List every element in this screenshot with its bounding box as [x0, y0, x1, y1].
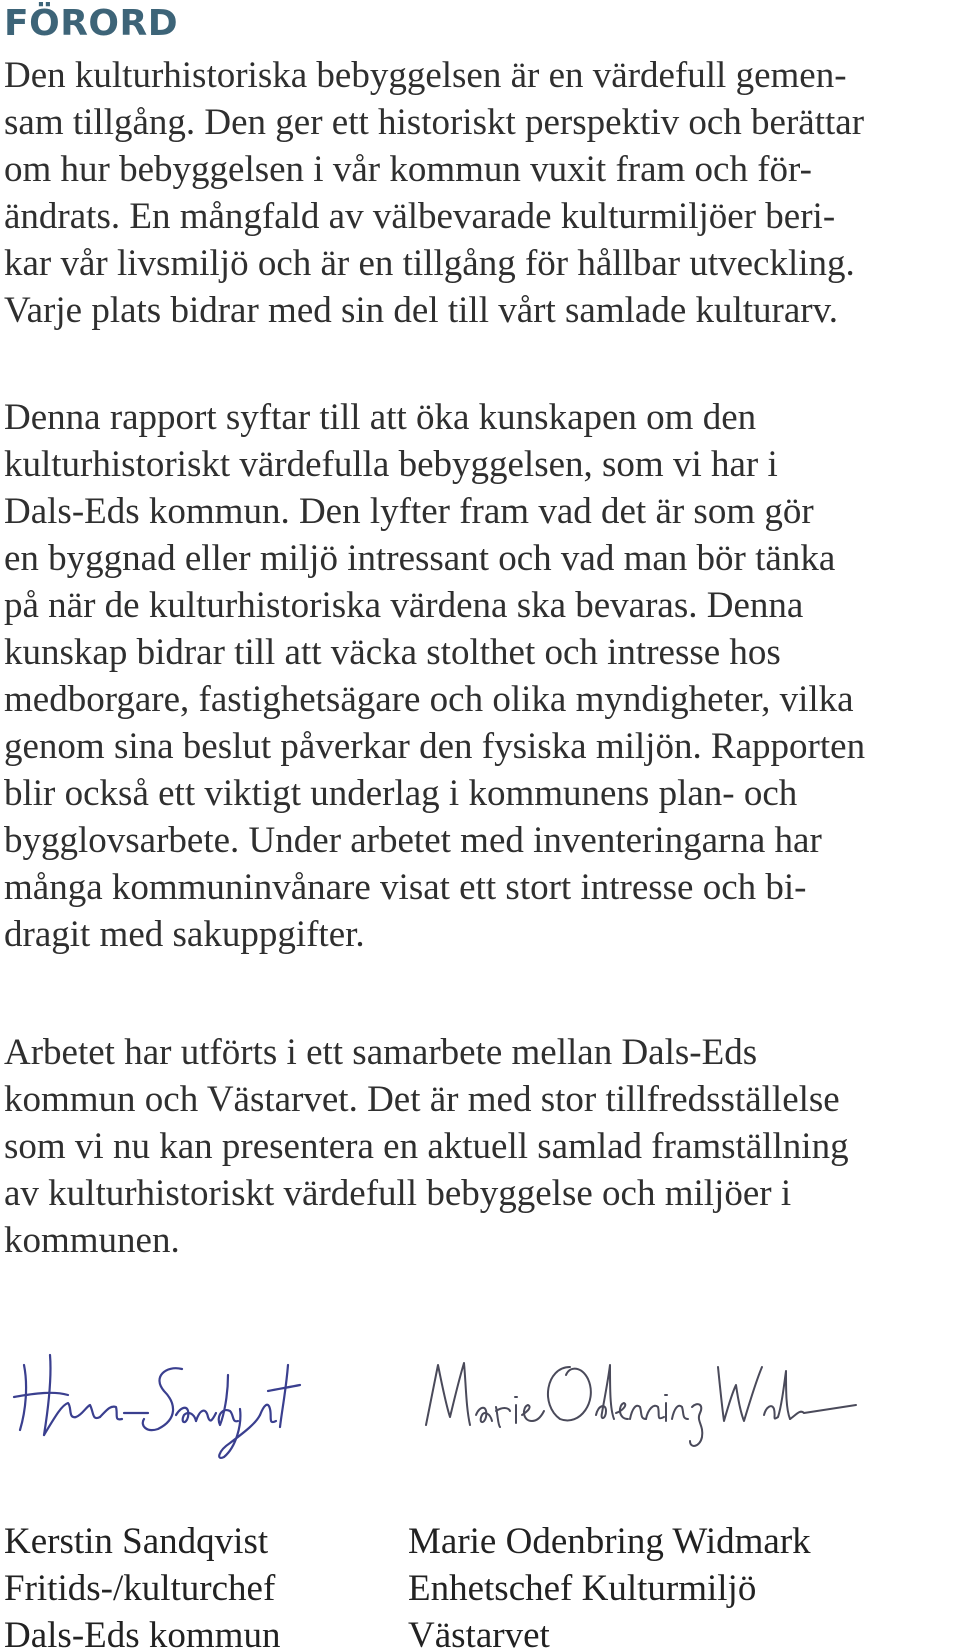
page-heading: FÖRORD	[4, 3, 179, 44]
paragraph-line: dragit med sakuppgifter.	[4, 914, 365, 955]
signer-name: Marie Odenbring Widmark	[408, 1521, 811, 1562]
signer-marie-odenbring-widmark	[408, 1518, 811, 1652]
paragraph-line: kar vår livsmiljö och är en tillgång för hållbar utveckling.	[4, 243, 855, 284]
paragraph-line: sam tillgång. Den ger ett historiskt perspektiv och berättar	[4, 102, 865, 143]
signer-title: Fritids-/kulturchef	[4, 1568, 276, 1609]
signer-title: Enhetschef Kulturmiljö	[408, 1568, 757, 1609]
paragraph-line: kulturhistoriskt värdefulla bebyggelsen, som vi har i	[4, 444, 778, 485]
paragraph-line: många kommuninvånare visat ett stort intresse och bi-	[4, 867, 807, 908]
signer-kerstin-sandqvist	[4, 1518, 280, 1652]
signature-marie-odenbring-widmark	[420, 1345, 860, 1455]
signer-organization: Dals-Eds kommun	[4, 1615, 281, 1652]
paragraph-line: om hur bebyggelsen i vår kommun vuxit fram och för-	[4, 149, 812, 190]
paragraph-line: Dals-Eds kommun. Den lyfter fram vad det är som gör	[4, 491, 814, 532]
paragraph-line: på när de kulturhistoriska värdena ska bevaras. Denna	[4, 585, 804, 626]
paragraph-line: Den kulturhistoriska bebyggelsen är en värdefull gemen-	[4, 55, 847, 96]
paragraph-line: genom sina beslut påverkar den fysiska miljön. Rapporten	[4, 726, 866, 767]
paragraph-line: bygglovsarbete. Under arbetet med inventeringarna har	[4, 820, 822, 861]
paragraph-line: kommun och Västarvet. Det är med stor tillfredsställelse	[4, 1079, 840, 1120]
paragraph-line: Denna rapport syftar till att öka kunskapen om den	[4, 397, 757, 438]
paragraph-line: kommunen.	[4, 1220, 180, 1261]
paragraph-purpose	[4, 394, 954, 958]
paragraph-line: medborgare, fastighetsägare och olika myndigheter, vilka	[4, 679, 854, 720]
paragraph-line: av kulturhistoriskt värdefull bebyggelse och miljöer i	[4, 1173, 792, 1214]
signer-name: Kerstin Sandqvist	[4, 1521, 269, 1562]
paragraph-line: kunskap bidrar till att väcka stolthet och intresse hos	[4, 632, 781, 673]
paragraph-line: Varje plats bidrar med sin del till vårt samlade kulturarv.	[4, 290, 838, 331]
paragraph-line: ändrats. En mångfald av välbevarade kulturmiljöer beri-	[4, 196, 836, 237]
paragraph-line: blir också ett viktigt underlag i kommunens plan- och	[4, 773, 798, 814]
signature-kerstin-sandqvist	[6, 1335, 306, 1465]
paragraph-line: en byggnad eller miljö intressant och vad man bör tänka	[4, 538, 836, 579]
paragraph-line: Arbetet har utförts i ett samarbete mellan Dals-Eds	[4, 1032, 758, 1073]
signer-organization: Västarvet	[408, 1615, 550, 1652]
paragraph-line: som vi nu kan presentera en aktuell samlad framställning	[4, 1126, 849, 1167]
paragraph-collaboration	[4, 1029, 954, 1264]
paragraph-intro	[4, 52, 954, 334]
